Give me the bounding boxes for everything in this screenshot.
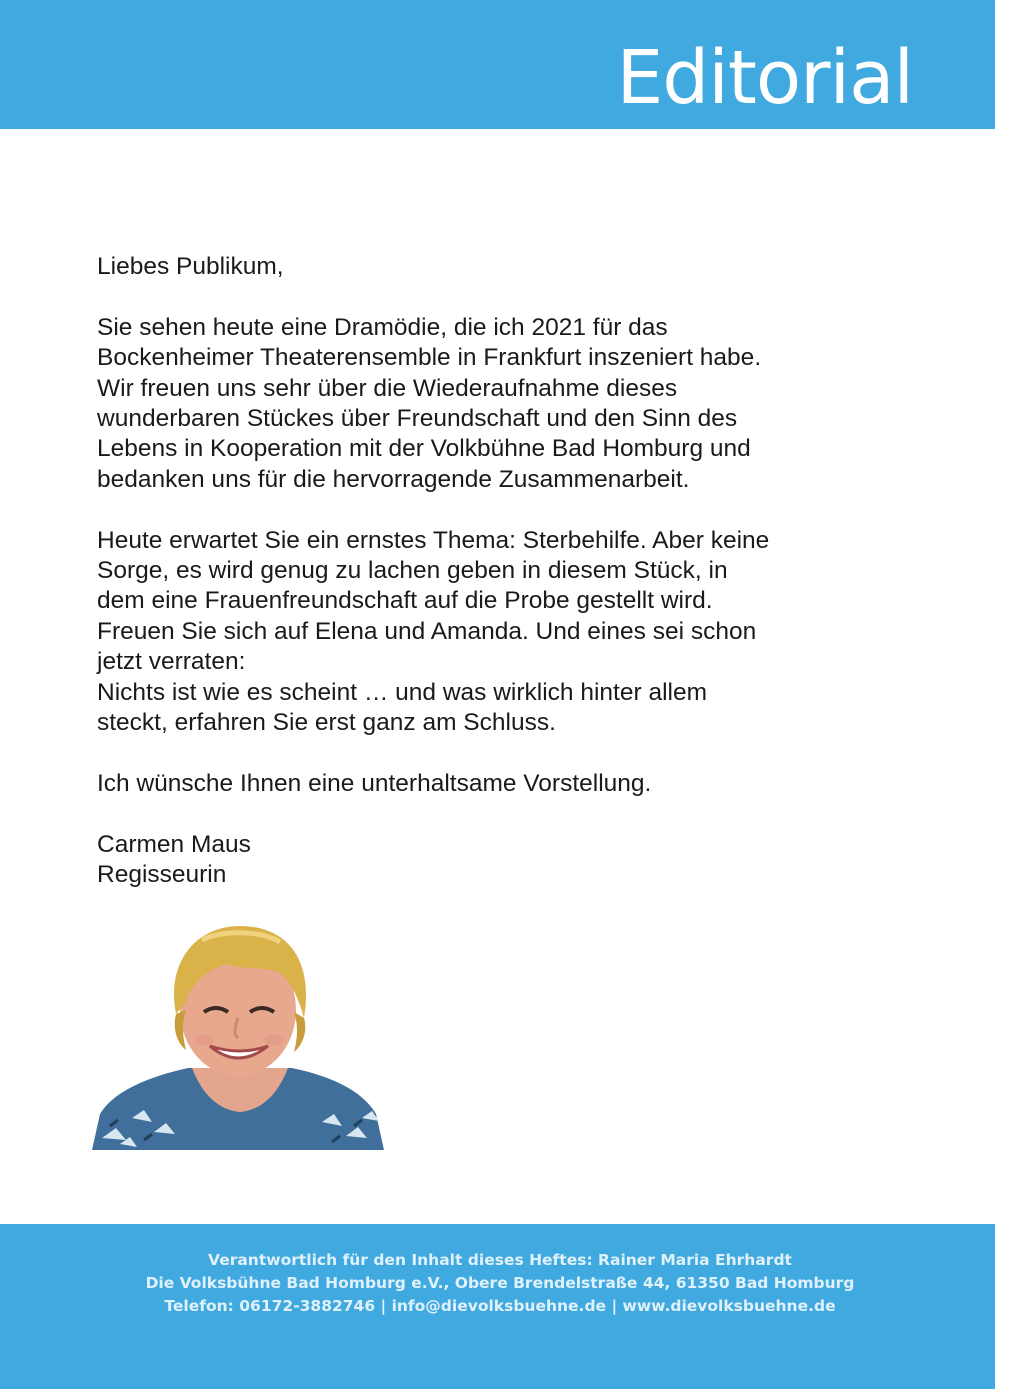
text-line: Nichts ist wie es scheint … und was wirklich hinter allem [97, 678, 707, 706]
footer-line-responsible: Verantwortlich für den Inhalt dieses Heftes: Rainer Maria Ehrhardt [208, 1251, 792, 1269]
signature [97, 830, 897, 891]
text-line: dem eine Frauenfreundschaft auf die Probe gestellt wird. [97, 587, 713, 615]
text-line: bedanken uns für die hervorragende Zusammenarbeit. [97, 465, 690, 493]
portrait-illustration [92, 918, 384, 1150]
page-title: Editorial [616, 35, 913, 121]
text-line: Heute erwartet Sie ein ernstes Thema: Sterbehilfe. Aber keine [97, 526, 770, 554]
signature-role: Regisseurin [97, 861, 227, 889]
text-line: wunderbaren Stückes über Freundschaft und den Sinn des [97, 405, 738, 433]
text-line: Sie sehen heute eine Dramödie, die ich 2021 für das [97, 313, 668, 341]
editorial-letter [97, 252, 897, 890]
footer-imprint [0, 1249, 1000, 1318]
text-line: Bockenheimer Theaterensemble in Frankfurt inszeniert habe. [97, 344, 762, 372]
portrait-photo [92, 918, 384, 1150]
signature-name: Carmen Maus [97, 830, 251, 858]
paragraph-2 [97, 526, 897, 739]
text-line: Sorge, es wird genug zu lachen geben in diesem Stück, in [97, 557, 728, 585]
header-bar [0, 0, 995, 129]
footer-line-contact: Telefon: 06172-3882746 | info@dievolksbuehne.de | www.dievolksbuehne.de [164, 1297, 836, 1315]
paragraph-3 [97, 769, 897, 799]
text-line: Ich wünsche Ihnen eine unterhaltsame Vorstellung. [97, 769, 652, 797]
text-line: jetzt verraten: [97, 648, 246, 676]
footer-bar [0, 1224, 995, 1389]
salutation: Liebes Publikum, [97, 253, 284, 280]
text-line: Wir freuen uns sehr über die Wiederaufnahme dieses [97, 374, 678, 402]
text-line: Lebens in Kooperation mit der Volkbühne Bad Homburg und [97, 435, 751, 463]
footer-line-address: Die Volksbühne Bad Homburg e.V., Obere Brendelstraße 44, 61350 Bad Homburg [145, 1274, 855, 1292]
text-line: steckt, erfahren Sie erst ganz am Schluss. [97, 709, 556, 737]
text-line: Freuen Sie sich auf Elena und Amanda. Und eines sei schon [97, 617, 757, 645]
paragraph-1 [97, 313, 897, 495]
